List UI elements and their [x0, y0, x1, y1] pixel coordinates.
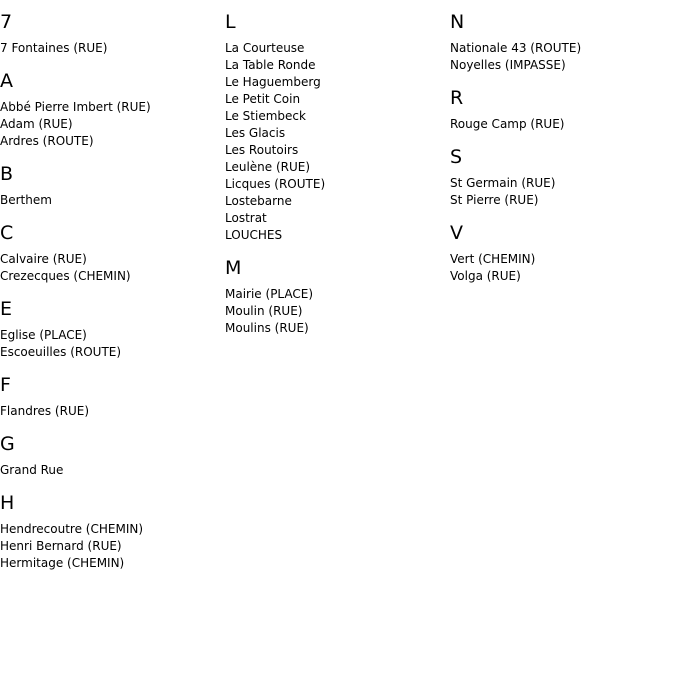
street-link[interactable]: Escoeuilles (ROUTE) — [0, 345, 122, 359]
street-link[interactable]: Grand Rue — [0, 463, 64, 477]
street-list — [0, 462, 225, 479]
letter-group — [450, 145, 675, 209]
street-list — [0, 192, 225, 209]
street-link[interactable]: Les Glacis — [225, 126, 286, 140]
street-link[interactable]: Noyelles (IMPASSE) — [450, 58, 566, 72]
street-link[interactable]: Le Haguemberg — [225, 75, 321, 89]
group-letter-heading: C — [0, 222, 14, 244]
letter-group — [0, 297, 225, 361]
letter-group — [0, 491, 225, 572]
letter-group — [450, 10, 675, 74]
group-letter-heading: A — [0, 70, 13, 92]
street-link[interactable]: Leulène (RUE) — [225, 160, 311, 174]
letter-group — [450, 221, 675, 285]
street-list — [0, 40, 225, 57]
group-letter-heading: M — [225, 257, 242, 279]
street-link[interactable]: Berthem — [0, 193, 52, 207]
street-link[interactable]: Les Routoirs — [225, 143, 299, 157]
street-link[interactable]: Moulins (RUE) — [225, 321, 309, 335]
group-letter-heading: N — [450, 11, 465, 33]
street-link[interactable]: Abbé Pierre Imbert (RUE) — [0, 100, 151, 114]
street-link[interactable]: Ardres (ROUTE) — [0, 134, 94, 148]
group-letter-heading: B — [0, 163, 14, 185]
letter-group — [225, 10, 450, 244]
street-link[interactable]: Lostebarne — [225, 194, 292, 208]
street-link[interactable]: LOUCHES — [225, 228, 283, 242]
street-link[interactable]: La Table Ronde — [225, 58, 316, 72]
street-link[interactable]: Licques (ROUTE) — [225, 177, 326, 191]
group-letter-heading: E — [0, 298, 13, 320]
letter-group — [0, 162, 225, 209]
group-letter-heading: G — [0, 433, 15, 455]
letter-group — [0, 221, 225, 285]
street-link[interactable]: Hendrecoutre (CHEMIN) — [0, 522, 144, 536]
letter-group — [0, 10, 225, 57]
street-link[interactable]: Flandres (RUE) — [0, 404, 89, 418]
street-list — [0, 521, 225, 572]
street-list — [450, 251, 675, 285]
letter-group — [0, 432, 225, 479]
street-link[interactable]: Eglise (PLACE) — [0, 328, 87, 342]
group-letter-heading: H — [0, 492, 15, 514]
letter-group — [0, 373, 225, 420]
street-link[interactable]: Le Stiembeck — [225, 109, 306, 123]
street-list — [450, 40, 675, 74]
letter-group — [0, 69, 225, 150]
street-link[interactable]: Moulin (RUE) — [225, 304, 303, 318]
letter-group — [450, 86, 675, 133]
street-list — [225, 286, 450, 337]
street-link[interactable]: Henri Bernard (RUE) — [0, 539, 122, 553]
group-letter-heading: S — [450, 146, 463, 168]
index-column — [450, 0, 675, 297]
index-column — [0, 0, 225, 584]
group-letter-heading: R — [450, 87, 464, 109]
group-letter-heading: V — [450, 222, 463, 244]
street-link[interactable]: Lostrat — [225, 211, 267, 225]
street-link[interactable]: La Courteuse — [225, 41, 305, 55]
street-list — [0, 403, 225, 420]
street-link[interactable]: St Germain (RUE) — [450, 176, 556, 190]
group-letter-heading: L — [225, 11, 236, 33]
index-column — [225, 0, 450, 349]
street-link[interactable]: Vert (CHEMIN) — [450, 252, 536, 266]
street-list — [0, 251, 225, 285]
street-list — [450, 116, 675, 133]
street-link[interactable]: St Pierre (RUE) — [450, 193, 539, 207]
street-list — [0, 99, 225, 150]
street-link[interactable]: Le Petit Coin — [225, 92, 301, 106]
street-link[interactable]: Rouge Camp (RUE) — [450, 117, 565, 131]
street-link[interactable]: Nationale 43 (ROUTE) — [450, 41, 582, 55]
street-link[interactable]: Mairie (PLACE) — [225, 287, 314, 301]
street-link[interactable]: 7 Fontaines (RUE) — [0, 41, 108, 55]
street-list — [450, 175, 675, 209]
street-link[interactable]: Volga (RUE) — [450, 269, 521, 283]
letter-group — [225, 256, 450, 337]
street-list — [225, 40, 450, 244]
group-letter-heading: 7 — [0, 11, 13, 33]
street-link[interactable]: Adam (RUE) — [0, 117, 73, 131]
street-link[interactable]: Crezecques (CHEMIN) — [0, 269, 131, 283]
street-list — [0, 327, 225, 361]
group-letter-heading: F — [0, 374, 11, 396]
street-link[interactable]: Calvaire (RUE) — [0, 252, 87, 266]
street-link[interactable]: Hermitage (CHEMIN) — [0, 556, 125, 570]
